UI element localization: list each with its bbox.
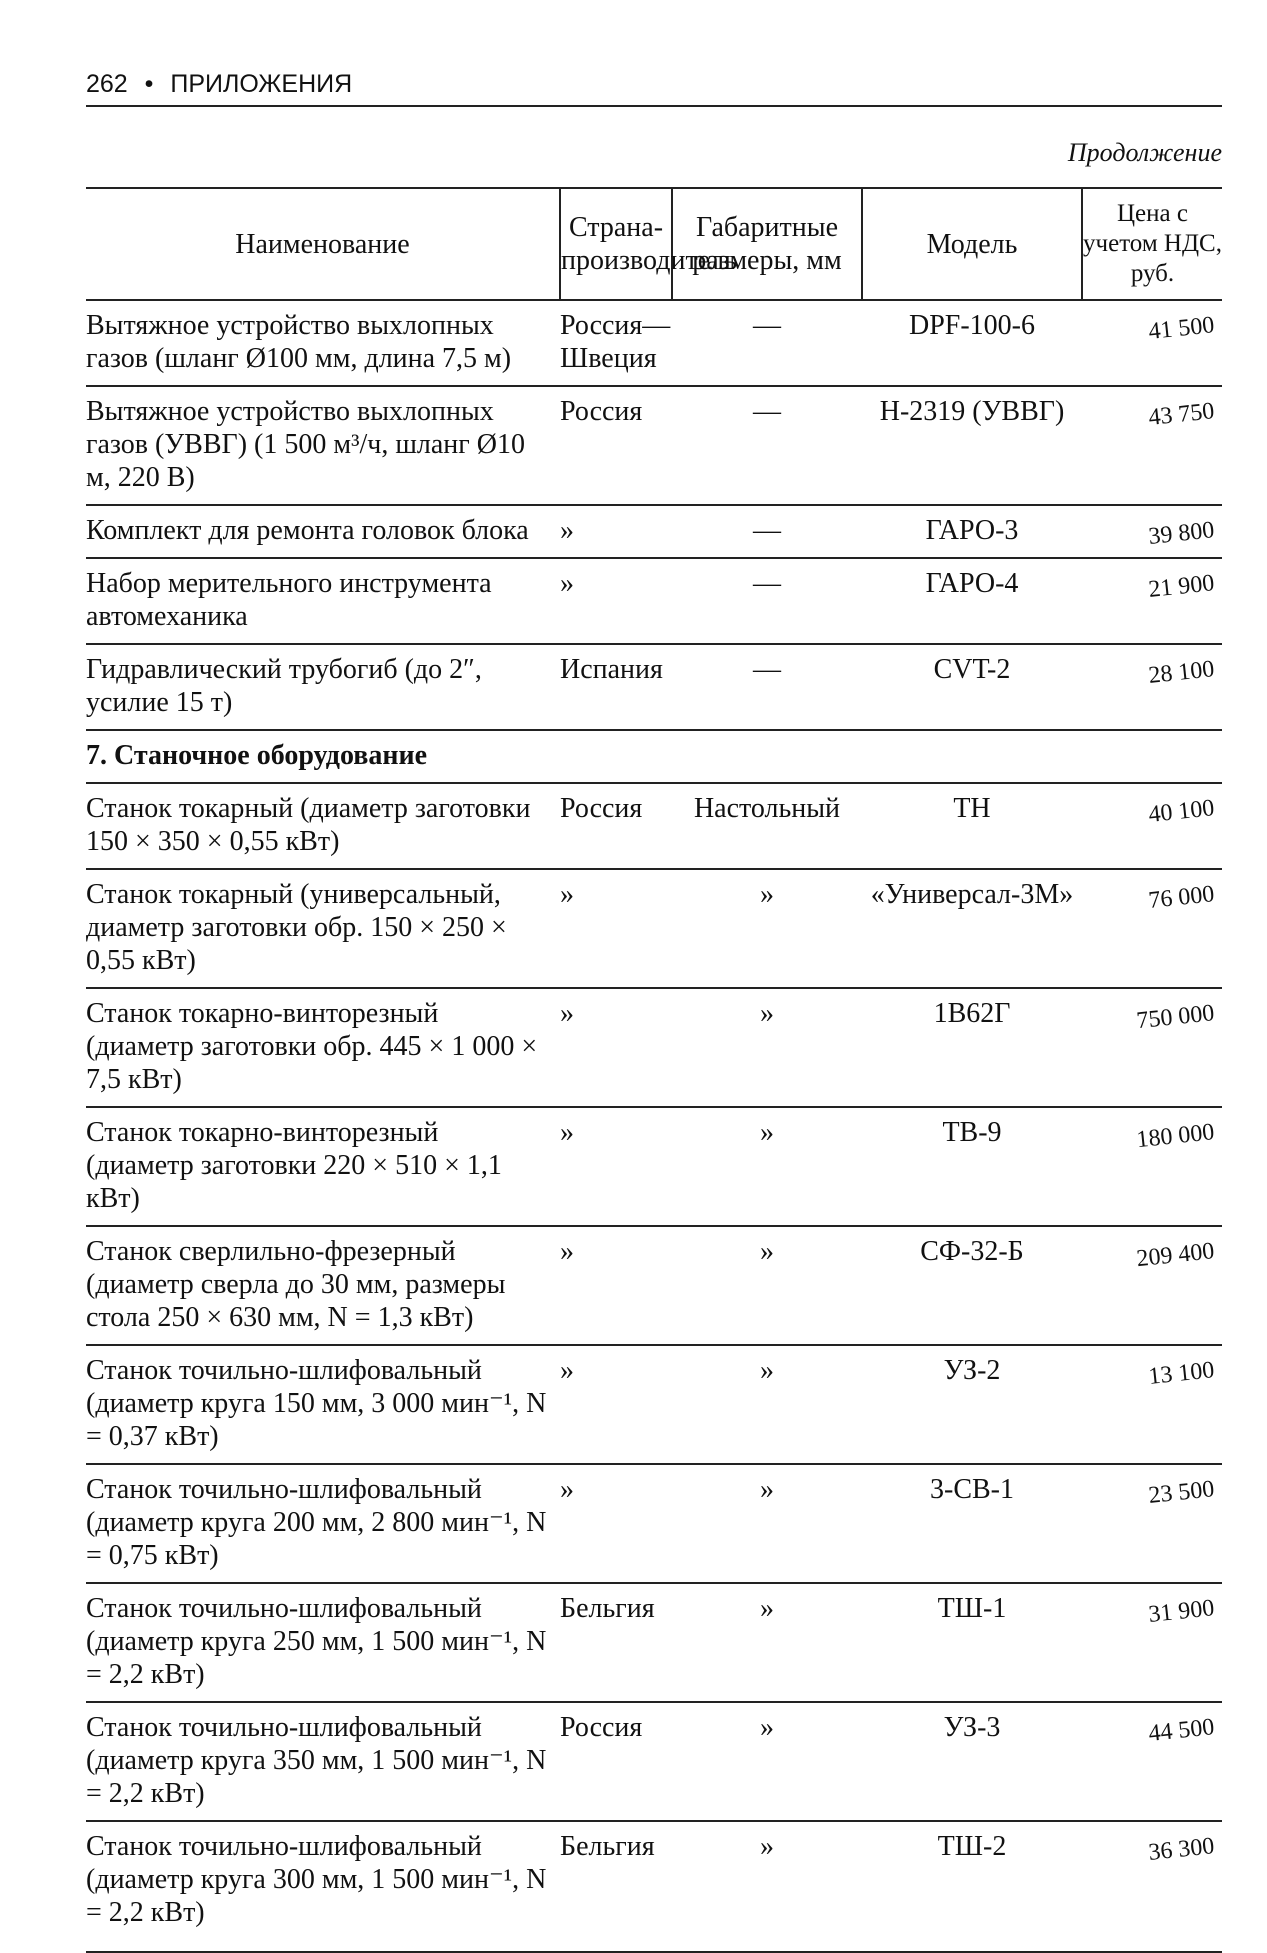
cell-name: Станок точильно-шлифовальный (диаметр круга 200 мм, 2 800 мин⁻¹, N = 0,75 кВт) [86, 1464, 560, 1583]
price-value: 209 400 [1135, 1238, 1216, 1273]
cell-country: » [560, 1345, 672, 1464]
col-header-name: Наименование [86, 188, 560, 300]
table-row [86, 386, 1222, 505]
cell-model: DPF-100-6 [862, 300, 1082, 386]
cell-model: ТВ-9 [862, 1107, 1082, 1226]
cell-model: ГАРО-3 [862, 505, 1082, 558]
price-value: 23 500 [1147, 1476, 1216, 1509]
table-row [86, 869, 1222, 988]
cell-price [1082, 300, 1222, 386]
page-number: 262 [86, 70, 128, 98]
price-value: 39 800 [1147, 517, 1216, 550]
cell-country: » [560, 988, 672, 1107]
table-row [86, 505, 1222, 558]
table-row [86, 300, 1222, 386]
cell-name: Станок токарный (диаметр заготовки 150 × 350 × 0,55 кВт) [86, 783, 560, 869]
cell-name: Вытяжное устройство выхлопных газов (шланг Ø100 мм, длина 7,5 м) [86, 300, 560, 386]
table-row [86, 783, 1222, 869]
equipment-table [86, 187, 1222, 1953]
continuation-label: Продолжение [1067, 138, 1222, 167]
cell-dims: » [672, 1821, 862, 1952]
price-value: 28 100 [1147, 656, 1216, 689]
cell-name: Станок токарно-винторезный (диаметр заготовки обр. 445 × 1 000 × 7,5 кВт) [86, 988, 560, 1107]
table-row [86, 988, 1222, 1107]
cell-name: Станок токарно-винторезный (диаметр заготовки 220 × 510 × 1,1 кВт) [86, 1107, 560, 1226]
cell-country: » [560, 1226, 672, 1345]
cell-price [1082, 644, 1222, 730]
header-separator: • [144, 70, 154, 98]
cell-model: CVT-2 [862, 644, 1082, 730]
cell-dims: » [672, 1226, 862, 1345]
table-row [86, 1583, 1222, 1702]
table-row [86, 1107, 1222, 1226]
cell-dims: » [672, 988, 862, 1107]
price-value: 40 100 [1147, 795, 1216, 828]
cell-dims: » [672, 1345, 862, 1464]
cell-name: Комплект для ремонта головок блока [86, 505, 560, 558]
cell-price [1082, 783, 1222, 869]
table-body [86, 300, 1222, 1952]
cell-price [1082, 1107, 1222, 1226]
cell-model: ТН [862, 783, 1082, 869]
price-value: 43 750 [1147, 398, 1216, 431]
cell-model: ТШ-2 [862, 1821, 1082, 1952]
cell-dims: — [672, 300, 862, 386]
col-header-price: Цена с учетом НДС, руб. [1082, 188, 1222, 300]
price-value: 750 000 [1135, 1000, 1216, 1035]
cell-model: ТШ-1 [862, 1583, 1082, 1702]
price-value: 76 000 [1147, 881, 1216, 914]
cell-dims: — [672, 558, 862, 644]
cell-model: ГАРО-4 [862, 558, 1082, 644]
cell-country: Россия [560, 1702, 672, 1821]
cell-country: Россия [560, 386, 672, 505]
cell-country: Бельгия [560, 1821, 672, 1952]
cell-name: Станок точильно-шлифовальный (диаметр круга 350 мм, 1 500 мин⁻¹, N = 2,2 кВт) [86, 1702, 560, 1821]
cell-country: Россия [560, 783, 672, 869]
cell-dims: » [672, 1464, 862, 1583]
table-row [86, 558, 1222, 644]
cell-price [1082, 1345, 1222, 1464]
cell-model: 1В62Г [862, 988, 1082, 1107]
cell-model: УЗ-2 [862, 1345, 1082, 1464]
cell-price [1082, 505, 1222, 558]
cell-price [1082, 558, 1222, 644]
cell-model: «Универсал-3М» [862, 869, 1082, 988]
cell-model: УЗ-3 [862, 1702, 1082, 1821]
cell-price [1082, 1702, 1222, 1821]
price-value: 21 900 [1147, 570, 1216, 603]
cell-price [1082, 1583, 1222, 1702]
cell-price [1082, 1226, 1222, 1345]
cell-dims: » [672, 1107, 862, 1226]
cell-name: Станок точильно-шлифовальный (диаметр круга 250 мм, 1 500 мин⁻¹, N = 2,2 кВт) [86, 1583, 560, 1702]
cell-price [1082, 1821, 1222, 1952]
table-row [86, 644, 1222, 730]
price-value: 31 900 [1147, 1595, 1216, 1628]
cell-country: Россия— Швеция [560, 300, 672, 386]
cell-price [1082, 869, 1222, 988]
cell-model: 3-СВ-1 [862, 1464, 1082, 1583]
cell-country: » [560, 505, 672, 558]
table-row [86, 1821, 1222, 1952]
cell-price [1082, 988, 1222, 1107]
cell-dims: Настольный [672, 783, 862, 869]
cell-dims: » [672, 1583, 862, 1702]
table-row [86, 1226, 1222, 1345]
cell-model: СФ-32-Б [862, 1226, 1082, 1345]
cell-name: Гидравлический трубогиб (до 2″, усилие 15 т) [86, 644, 560, 730]
section-heading: 7. Станочное оборудование [86, 730, 1222, 783]
cell-dims: — [672, 644, 862, 730]
section-title: ПРИЛОЖЕНИЯ [170, 70, 353, 98]
price-value: 41 500 [1147, 312, 1216, 345]
cell-name: Станок токарный (универсальный, диаметр заготовки обр. 150 × 250 × 0,55 кВт) [86, 869, 560, 988]
table-header-row [86, 188, 1222, 300]
price-value: 36 300 [1147, 1833, 1216, 1866]
cell-country: » [560, 1107, 672, 1226]
cell-country: » [560, 1464, 672, 1583]
col-header-country: Страна-производитель [560, 188, 672, 300]
cell-country: » [560, 869, 672, 988]
running-header [86, 70, 1222, 107]
cell-dims: — [672, 505, 862, 558]
cell-name: Вытяжное устройство выхлопных газов (УВВГ) (1 500 м³/ч, шланг Ø10 м, 220 В) [86, 386, 560, 505]
cell-country: Бельгия [560, 1583, 672, 1702]
cell-model: Н-2319 (УВВГ) [862, 386, 1082, 505]
price-value: 180 000 [1135, 1119, 1216, 1154]
cell-country: Испания [560, 644, 672, 730]
cell-price [1082, 386, 1222, 505]
table-row [86, 1345, 1222, 1464]
cell-price [1082, 1464, 1222, 1583]
cell-dims: — [672, 386, 862, 505]
price-value: 44 500 [1147, 1714, 1216, 1747]
cell-name: Набор мерительного инструмента автомеханика [86, 558, 560, 644]
price-value: 13 100 [1147, 1357, 1216, 1390]
section-row [86, 730, 1222, 783]
col-header-model: Модель [862, 188, 1082, 300]
table-row [86, 1702, 1222, 1821]
cell-dims: » [672, 1702, 862, 1821]
cell-country: » [560, 558, 672, 644]
col-header-dims: Габаритные размеры, мм [672, 188, 862, 300]
cell-dims: » [672, 869, 862, 988]
cell-name: Станок сверлильно-фрезерный (диаметр сверла до 30 мм, размеры стола 250 × 630 мм, N = 1,3 кВт) [86, 1226, 560, 1345]
cell-name: Станок точильно-шлифовальный (диаметр круга 150 мм, 3 000 мин⁻¹, N = 0,37 кВт) [86, 1345, 560, 1464]
cell-name: Станок точильно-шлифовальный (диаметр круга 300 мм, 1 500 мин⁻¹, N = 2,2 кВт) [86, 1821, 560, 1952]
table-row [86, 1464, 1222, 1583]
